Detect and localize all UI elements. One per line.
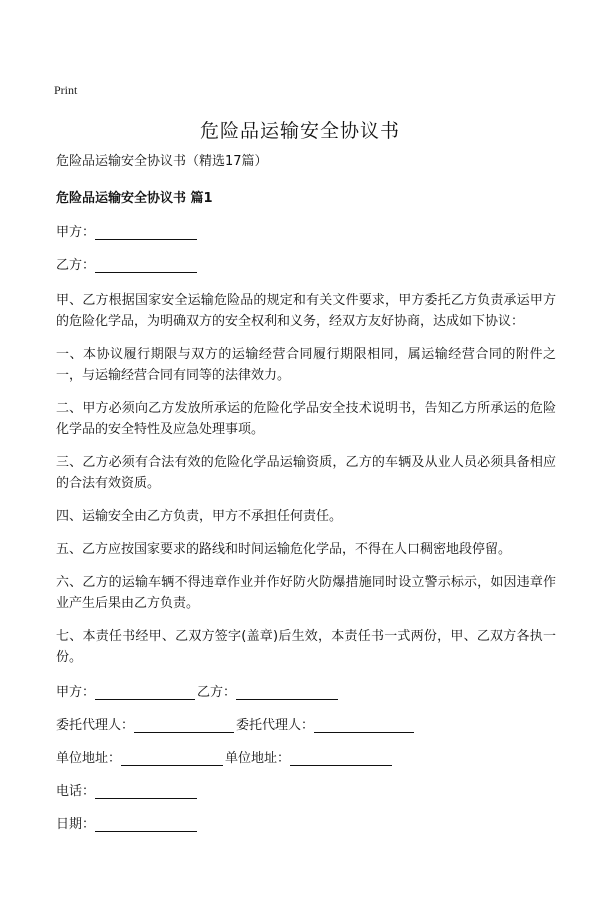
phone-blank — [95, 782, 197, 799]
party-a-label: 甲方： — [56, 225, 96, 240]
signature-address-row — [56, 748, 556, 769]
party-a-blank — [95, 223, 197, 240]
address-a-blank — [121, 749, 223, 766]
signature-party-a-label: 甲方： — [56, 685, 96, 700]
party-b-blank — [95, 256, 197, 273]
signature-party-row — [56, 682, 556, 703]
document-title: 危险品运输安全协议书 — [199, 120, 400, 142]
paragraph-6: 六、乙方的运输车辆不得违章作业并作好防火防爆措施同时设立警示标示，如因违章作业产生后果由乙方负责。 — [56, 575, 556, 611]
section-heading: 危险品运输安全协议书 篇1 — [56, 191, 213, 206]
paragraph-7: 七、本责任书经甲、乙双方签字(盖章)后生效，本责任书一式两份，甲、乙双方各执一份。 — [56, 629, 556, 665]
agent-b-label: 委托代理人： — [236, 718, 315, 733]
paragraph-intro: 甲、乙方根据国家安全运输危险品的规定和有关文件要求，甲方委托乙方负责承运甲方的危险化学品，为明确双方的安全权利和义务，经双方友好协商，达成如下协议： — [56, 293, 556, 329]
paragraph-3: 三、乙方必须有合法有效的危险化学品运输资质，乙方的车辆及从业人员必须具备相应的合法有效资质。 — [56, 455, 556, 491]
signature-party-b-blank — [236, 683, 338, 700]
party-b-label: 乙方： — [56, 258, 96, 273]
agent-a-blank — [134, 716, 234, 733]
signature-date-row — [56, 814, 556, 835]
paragraph-5: 五、乙方应按国家要求的路线和时间运输危化学品，不得在人口稠密地段停留。 — [56, 542, 512, 557]
document-subtitle: 危险品运输安全协议书（精选17篇） — [56, 154, 268, 169]
paragraph-1: 一、本协议履行期限与双方的运输经营合同履行期限相同，属运输经营合同的附件之一，与运输经营合同有同等的法律效力。 — [56, 347, 556, 383]
address-a-label: 单位地址： — [56, 751, 122, 766]
signature-phone-row — [56, 781, 556, 802]
party-b-row — [56, 255, 556, 276]
signature-agent-row — [56, 715, 556, 736]
date-label: 日期： — [56, 817, 96, 832]
agent-a-label: 委托代理人： — [56, 718, 135, 733]
phone-label: 电话： — [56, 784, 96, 799]
paragraph-4: 四、运输安全由乙方负责，甲方不承担任何责任。 — [56, 509, 343, 524]
date-blank — [95, 815, 197, 832]
print-label[interactable]: Print — [54, 83, 78, 97]
document-body — [56, 151, 556, 847]
address-b-blank — [290, 749, 392, 766]
paragraph-2: 二、甲方必须向乙方发放所承运的危险化学品安全技术说明书，告知乙方所承运的危险化学品的安全特性及应急处理事项。 — [56, 401, 556, 437]
agent-b-blank — [314, 716, 414, 733]
signature-party-b-label: 乙方： — [197, 685, 237, 700]
signature-party-a-blank — [95, 683, 195, 700]
party-a-row — [56, 222, 556, 243]
address-b-label: 单位地址： — [225, 751, 291, 766]
